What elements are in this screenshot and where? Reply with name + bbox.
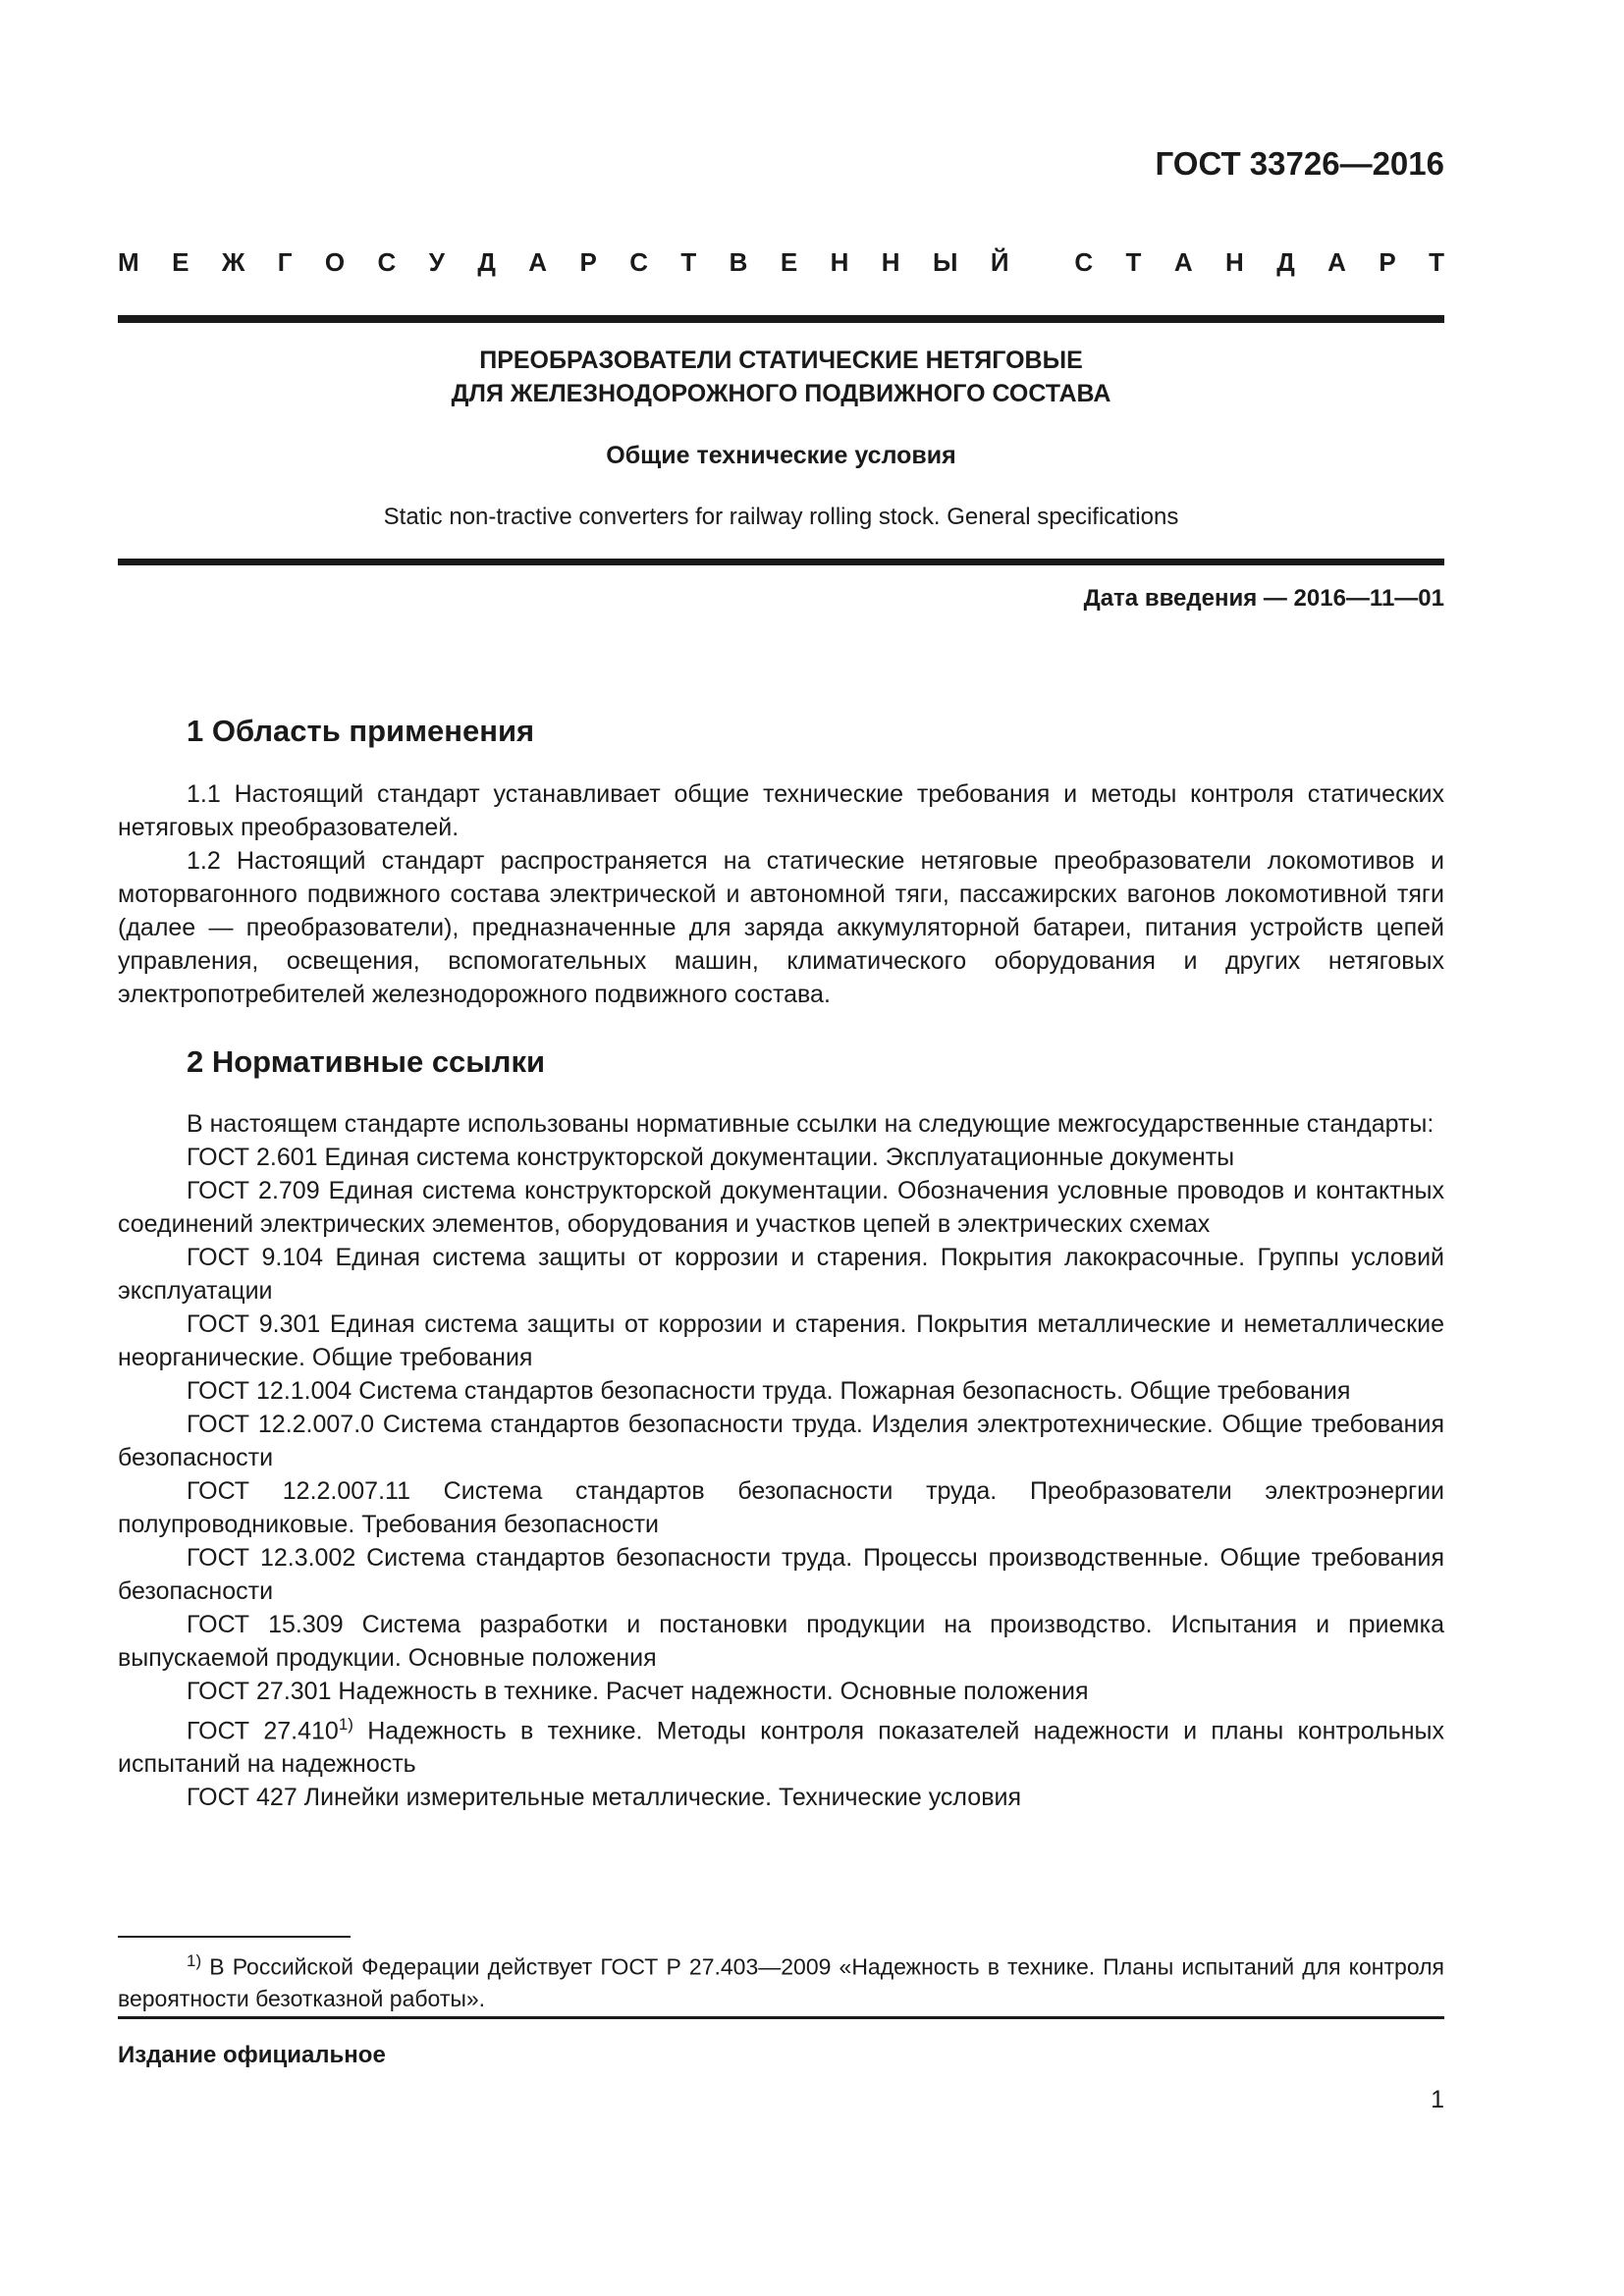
banner-letter: Е [780, 247, 798, 277]
banner-letter: Ж [221, 247, 245, 277]
banner-letter: А [1327, 247, 1346, 277]
banner-letter: Е [172, 247, 189, 277]
reference-item-footnoted [118, 1708, 1444, 1781]
standard-code: ГОСТ 33726—2016 [1155, 145, 1444, 182]
footnote [118, 1946, 1444, 2014]
reference-item: ГОСТ 15.309 Система разработки и постановки продукции на производство. Испытания и приемка выпускаемой продукции. Основные положения [118, 1611, 1444, 1672]
footnote-text: В Российской Федерации действует ГОСТ Р 27.403—2009 «Надежность в технике. Планы испытаний для контроля вероятности безотказной работы». [118, 1953, 1444, 2011]
document-subtitle: Общие технические условия [606, 442, 956, 469]
footer-rule [118, 2016, 1444, 2019]
reference-item: ГОСТ 12.2.007.0 Система стандартов безопасности труда. Изделия электротехнические. Общие требования безопасности [118, 1411, 1444, 1471]
banner-letter: Т [1429, 247, 1444, 277]
banner-letter: Ы [932, 247, 958, 277]
paragraph: 1.2 Настоящий стандарт распространяется на статические нетяговые преобразователи локомотивов и моторвагонного подвижного состава электрической и автономной тяги, пассажирских вагонов локомотивной тяги (далее — преобразователи), предназначенные для заряда аккумуляторной батареи, питания устройств цепей управления, освещения, вспомогательных машин, климатического оборудования и других нетяговых электропотребителей железнодорожного подвижного состава. [118, 847, 1444, 1008]
reference-item: ГОСТ 27.301 Надежность в технике. Расчет надежности. Основные положения [187, 1678, 1089, 1705]
banner-letter: В [729, 247, 748, 277]
reference-item: ГОСТ 2.601 Единая система конструкторской документации. Эксплуатационные документы [187, 1144, 1235, 1171]
section-2-body [118, 1107, 1444, 1814]
banner-letter: Й [990, 247, 1009, 277]
paragraph: 1.1 Настоящий стандарт устанавливает общие технические требования и методы контроля статических нетяговых преобразователей. [118, 780, 1444, 841]
banner-letter: Н [881, 247, 900, 277]
banner-letter: Д [477, 247, 496, 277]
footnote-separator [118, 1936, 351, 1938]
reference-item: ГОСТ 427 Линейки измерительные металлические. Технические условия [187, 1784, 1021, 1812]
title-line-1: ПРЕОБРАЗОВАТЕЛИ СТАТИЧЕСКИЕ НЕТЯГОВЫЕ [479, 347, 1083, 374]
section-2-heading: 2 Нормативные ссылки [187, 1044, 546, 1079]
banner-letter: Н [1225, 247, 1244, 277]
bottom-title-rule [118, 559, 1444, 565]
section-1-body [118, 777, 1444, 1011]
section-1-heading: 1 Область применения [187, 714, 535, 748]
banner-letter: У [428, 247, 445, 277]
banner-letter: А [1173, 247, 1193, 277]
title-line-2: ДЛЯ ЖЕЛЕЗНОДОРОЖНОГО ПОДВИЖНОГО СОСТАВА [451, 380, 1111, 407]
footnote-marker: 1) [187, 1951, 202, 1970]
introduction-date: Дата введения — 2016—11—01 [1083, 585, 1444, 612]
top-rule [118, 315, 1444, 323]
banner-letter: С [629, 247, 648, 277]
banner-letter: Т [1125, 247, 1142, 277]
reference-item: ГОСТ 12.3.002 Система стандартов безопасности труда. Процессы производственные. Общие требования безопасности [118, 1544, 1444, 1605]
reference-item: ГОСТ 12.2.007.11 Система стандартов безопасности труда. Преобразователи электроэнергии полупроводниковые. Требования безопасности [118, 1477, 1444, 1538]
banner-letter: Д [1276, 247, 1295, 277]
banner-letter: С [377, 247, 397, 277]
paragraph: В настоящем стандарте использованы нормативные ссылки на следующие межгосударственные стандарты: [187, 1110, 1435, 1138]
banner-letter: Г [277, 247, 293, 277]
page-number: 1 [1431, 2086, 1444, 2113]
reference-item: ГОСТ 9.301 Единая система защиты от коррозии и старения. Покрытия металлические и неметаллические неорганические. Общие требования [118, 1310, 1444, 1371]
banner-letter: Н [830, 247, 849, 277]
banner-letter: С [1074, 247, 1094, 277]
banner-letter: Р [579, 247, 597, 277]
document-title [118, 344, 1444, 410]
english-title: Static non-tractive converters for railway rolling stock. General specifications [383, 504, 1179, 530]
banner-letter: М [118, 247, 139, 277]
banner-letter: О [324, 247, 346, 277]
reference-text: Надежность в технике. Методы контроля показателей надежности и планы контрольных испытаний на надежность [118, 1717, 1444, 1779]
footnote-marker: 1) [338, 1715, 353, 1734]
banner-letter: Р [1379, 247, 1396, 277]
banner-letter: Т [680, 247, 697, 277]
reference-item: ГОСТ 2.709 Единая система конструкторской документации. Обозначения условные проводов и контактных соединений электрических элементов, оборудования и участков цепей в электрических схемах [118, 1177, 1444, 1238]
reference-item: ГОСТ 12.1.004 Система стандартов безопасности труда. Пожарная безопасность. Общие требования [187, 1377, 1351, 1405]
banner-letter: А [528, 247, 548, 277]
standard-banner [118, 247, 1444, 285]
official-edition-label: Издание официальное [118, 2042, 386, 2068]
reference-code: ГОСТ 27.410 [187, 1717, 339, 1745]
reference-item: ГОСТ 9.104 Единая система защиты от коррозии и старения. Покрытия лакокрасочные. Группы условий эксплуатации [118, 1244, 1444, 1305]
